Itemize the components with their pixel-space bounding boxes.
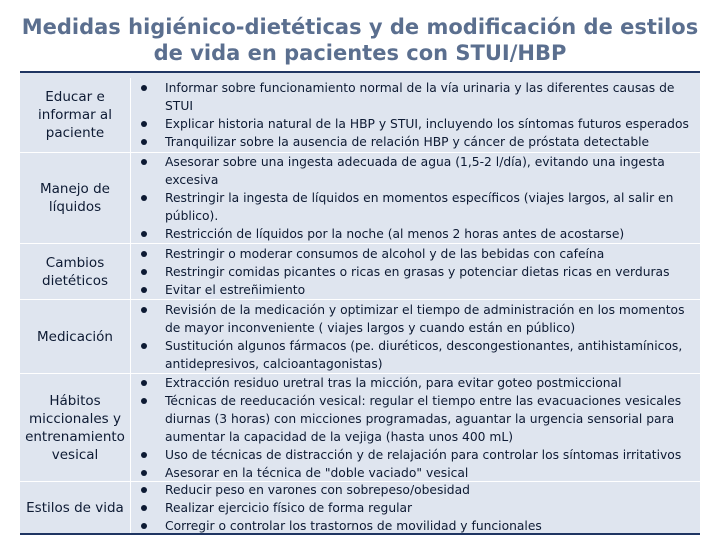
table-row-medication [20,300,700,374]
bullet-icon [141,487,147,493]
bullet-icon [141,85,147,91]
item-text: Extracción residuo uretral tras la micción, para evitar goteo postmiccional [165,375,622,390]
item-list [131,482,700,533]
list-item [131,464,700,482]
item-text: Uso de técnicas de distracción y de relajación para controlar los síntomas irritativos [165,447,682,462]
item-text: Realizar ejercicio físico de forma regular [165,500,413,515]
item-text: Reducir peso en varones con sobrepeso/obesidad [165,482,470,497]
category-label: Educar e informar al paciente [20,78,131,152]
list-item [131,79,700,115]
item-text: Tranquilizar sobre la ausencia de relación HBP y cáncer de próstata detectable [165,135,650,149]
bullet-icon [141,380,147,386]
item-list [131,374,700,481]
table-row-diet [20,244,700,300]
category-label: Estilos de vida [20,482,131,533]
measures-table [20,71,700,535]
item-text: Restricción de líquidos por la noche (al menos 2 horas antes de acostarse) [165,227,625,241]
category-label: Cambios dietéticos [20,244,131,299]
table-row-voiding-habits [20,374,700,482]
item-text: Evitar el estreñimiento [165,282,306,297]
bullet-icon [141,139,147,145]
item-text: Asesorar en la técnica de "doble vaciado" vesical [165,465,469,480]
bullet-icon [141,121,147,127]
item-text: Informar sobre funcionamiento normal de la vía urinaria y las diferentes causas de STUI [165,81,675,113]
list-item [131,392,700,446]
item-text: Explicar historia natural de la HBP y STUI, incluyendo los síntomas futuros esperados [165,117,689,131]
list-item [131,115,700,133]
category-label: Hábitos miccionales y entrenamiento vesical [20,374,131,481]
list-item [131,499,700,517]
bullet-icon [141,159,147,165]
bullet-icon [141,231,147,237]
item-text: Técnicas de reeducación vesical: regular el tiempo entre las evacuaciones vesicales diurnas (3 horas) con micciones programadas, aguantar la urgencia sensorial para aumentar la capacidad de la vejiga (hasta unos 400 mL) [165,393,682,444]
bullet-icon [141,251,147,257]
item-text: Corregir o controlar los trastornos de movilidad y funcionales [165,518,542,533]
table-row-education [20,78,700,153]
item-text: Asesorar sobre una ingesta adecuada de agua (1,5-2 l/día), evitando una ingesta excesiva [165,155,665,187]
list-item [131,245,700,263]
list-item [131,263,700,281]
item-text: Revisión de la medicación y optimizar el tiempo de administración en los momentos de mayor inconveniente ( viajes largos y cuando están en público) [165,302,685,335]
list-item [131,133,700,151]
list-item [131,481,700,499]
table-row-lifestyle [20,482,700,533]
bullet-icon [141,505,147,511]
bullet-icon [141,307,147,313]
table-row-liquids [20,153,700,244]
list-item [131,189,700,225]
bullet-icon [141,343,147,349]
bullet-icon [141,287,147,293]
list-item [131,153,700,189]
list-item [131,517,700,535]
bullet-icon [141,523,147,529]
item-text: Restringir la ingesta de líquidos en momentos específicos (viajes largos, al salir en público). [165,191,674,223]
item-text: Restringir comidas picantes o ricas en grasas y potenciar dietas ricas en verduras [165,264,670,279]
item-list [131,300,700,373]
item-list [131,244,700,299]
list-item [131,281,700,299]
list-item [131,374,700,392]
item-list [131,153,700,243]
bullet-icon [141,195,147,201]
item-text: Sustitución algunos fármacos (pe. diuréticos, descongestionantes, antihistamínicos, antidepresivos, calcioantagonistas) [165,338,683,371]
item-list [131,78,700,152]
slide-title: Medidas higiénico-dietéticas y de modificación de estilos de vida en pacientes con STUI/HBP [21,15,699,65]
list-item [131,301,700,337]
category-label: Manejo de líquidos [20,153,131,243]
item-text: Restringir o moderar consumos de alcohol y de las bebidas con cafeína [165,246,605,261]
list-item [131,225,700,243]
bullet-icon [141,452,147,458]
bullet-icon [141,398,147,404]
bullet-icon [141,470,147,476]
category-label: Medicación [20,300,131,373]
list-item [131,446,700,464]
bullet-icon [141,269,147,275]
list-item [131,337,700,373]
